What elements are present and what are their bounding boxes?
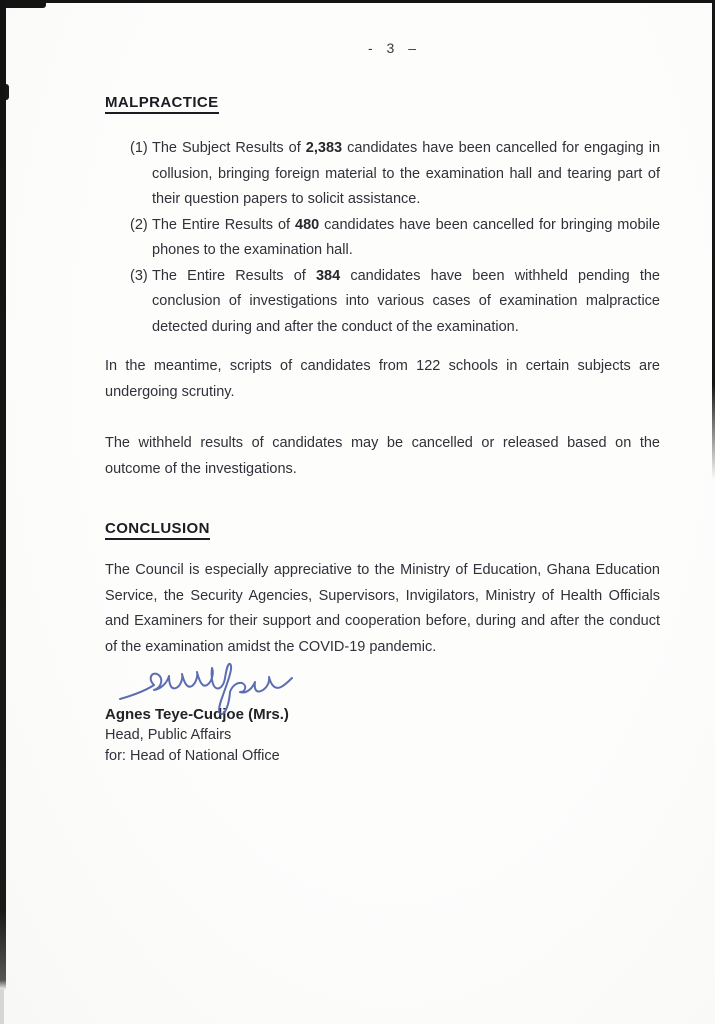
paragraph-withheld: The withheld results of candidates may be cancelled or released based on the outcome of the investigations.: [105, 435, 660, 477]
conclusion-heading: CONCLUSION: [105, 520, 660, 538]
signatory-for-line: for: Head of National Office: [105, 748, 280, 764]
scan-edge-top: [0, 0, 715, 3]
list-marker-2: (2): [130, 216, 148, 233]
list-item-3-count: 384: [315, 267, 341, 284]
document-body: [0, 40, 715, 790]
list-item-1-text-post: candidates have been cancelled for engaging in collusion, bringing foreign material to the examination hall and tearing part of their question papers to solicit assistance.: [152, 140, 661, 207]
list-item-1: [105, 136, 660, 213]
page-number: - 3 –: [368, 40, 417, 56]
list-marker-3: (3): [130, 267, 148, 284]
list-item-3: [105, 264, 660, 341]
list-item-2-text-post: candidates have been cancelled for bringing mobile phones to the examination hall.: [152, 216, 661, 258]
list-item-1-text-pre: The Subject Results of: [152, 140, 301, 156]
malpractice-list: [105, 136, 660, 340]
signatory-name: Agnes Teye-Cudjoe (Mrs.): [105, 706, 289, 723]
paragraph-meantime: In the meantime, scripts of candidates from 122 schools in certain subjects are undergoing scrutiny.: [105, 358, 660, 400]
list-item-3-text-pre: The Entire Results of: [152, 267, 306, 284]
list-item-2-count: 480: [295, 216, 320, 233]
list-item-3-text-post: candidates have been withheld pending the conclusion of investigations into various cases of examination malpractice detected during and after the conduct of the examination.: [152, 267, 660, 335]
list-item-2-text-pre: The Entire Results of: [152, 216, 291, 233]
scan-edge-top-left: [0, 0, 46, 8]
list-marker-1: (1): [130, 140, 148, 156]
signature-block: [105, 660, 660, 790]
conclusion-paragraph: The Council is especially appreciative to the Ministry of Education, Ghana Education Service, the Security Agencies, Supervisors, Invigilators, Ministry of Health Officials and Examiners for their support and cooperation before, during and after the conduct of the examination amidst the COVID-19 pandemic.: [105, 562, 660, 655]
list-item-2: [105, 213, 660, 264]
malpractice-heading: MALPRACTICE: [105, 94, 660, 112]
signatory-details: [105, 660, 660, 767]
signatory-title: Head, Public Affairs: [105, 727, 232, 743]
scan-edge-left-tail: [0, 989, 4, 1024]
list-item-1-count: 2,383: [305, 140, 343, 156]
